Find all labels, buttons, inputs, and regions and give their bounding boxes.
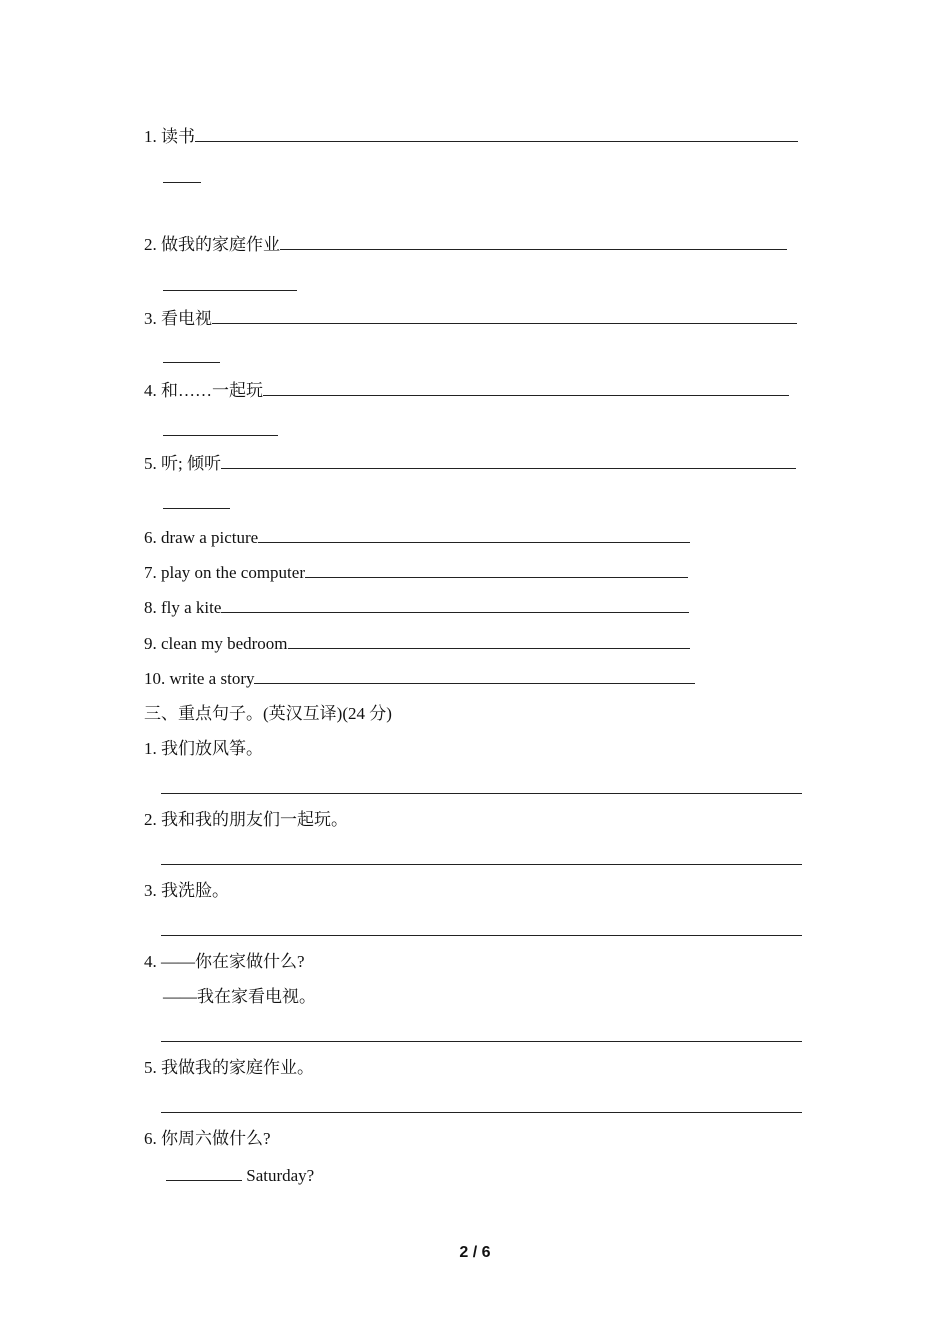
item-text: ——你在家做什么? [161,952,305,971]
item-number: 6. [144,528,157,547]
answer-blank[interactable] [221,597,689,613]
item-number: 4. [144,952,157,971]
vocab-item-10 [144,668,695,689]
vocab-item-9 [144,633,690,654]
item-number: 4. [144,381,157,400]
sentence-item-6-prompt [166,1165,314,1186]
item-number: 7. [144,563,157,582]
answer-blank[interactable] [305,562,688,578]
answer-blank-continuation[interactable] [163,362,220,363]
item-text: play on the computer [161,563,305,582]
vocab-item-4 [144,380,789,401]
answer-blank[interactable] [280,234,787,250]
vocab-item-6 [144,527,690,548]
item-text: 我做我的家庭作业。 [161,1058,314,1077]
item-number: 8. [144,598,157,617]
answer-blank[interactable] [212,308,797,324]
vocab-item-8 [144,597,689,618]
answer-blank-continuation[interactable] [163,508,230,509]
item-text: 我和我的朋友们一起玩。 [161,810,348,829]
vocab-item-1 [144,126,798,147]
item-text: 我们放风筝。 [161,739,263,758]
item-text: 你周六做什么? [161,1129,271,1148]
answer-blank[interactable] [221,453,796,469]
prompt-text: Saturday? [246,1166,315,1185]
item-text: 做我的家庭作业 [161,235,280,254]
item-number: 5. [144,1058,157,1077]
item-number: 6. [144,1129,157,1148]
sentence-item-2 [144,810,348,830]
item-number: 5. [144,454,157,473]
item-text: 和……一起玩 [161,381,263,400]
answer-blank-continuation[interactable] [163,182,201,183]
answer-blank[interactable] [254,668,695,684]
answer-line[interactable] [161,864,802,865]
page-number: 2 / 6 [459,1244,491,1261]
item-number: 9. [144,634,157,653]
answer-blank[interactable] [195,126,798,142]
sentence-item-5 [144,1058,314,1078]
item-number: 3. [144,881,157,900]
vocab-item-5 [144,453,796,474]
answer-line[interactable] [161,793,802,794]
answer-blank[interactable] [258,527,690,543]
item-text: 我洗脸。 [161,881,229,900]
answer-blank[interactable] [288,633,690,649]
sentence-item-4 [144,952,305,972]
item-text: 读书 [161,127,195,146]
item-number: 1. [144,127,157,146]
answer-blank-continuation[interactable] [163,290,297,291]
item-text: write a story [169,669,255,688]
section-heading: 三、重点句子。(英汉互译)(24 分) [144,704,392,723]
item-text: 听; 倾听 [161,454,221,473]
item-text: clean my bedroom [161,634,288,653]
item-text: draw a picture [161,528,259,547]
item-number: 10. [144,669,166,688]
sentence-item-6 [144,1129,271,1149]
sentence-item-4-response: ——我在家看电视。 [163,987,316,1006]
answer-line[interactable] [161,1112,802,1113]
item-number: 2. [144,235,157,254]
sentence-item-3 [144,881,229,901]
vocab-item-7 [144,562,688,583]
item-number: 2. [144,810,157,829]
answer-blank-continuation[interactable] [163,435,278,436]
item-text: fly a kite [161,598,222,617]
answer-blank[interactable] [263,380,789,396]
answer-blank[interactable] [166,1165,242,1181]
item-number: 3. [144,309,157,328]
item-number: 1. [144,739,157,758]
item-text: 看电视 [161,309,212,328]
sentence-item-1 [144,739,263,759]
vocab-item-3 [144,308,797,329]
answer-line[interactable] [161,1041,802,1042]
vocab-item-2 [144,234,787,255]
answer-line[interactable] [161,935,802,936]
